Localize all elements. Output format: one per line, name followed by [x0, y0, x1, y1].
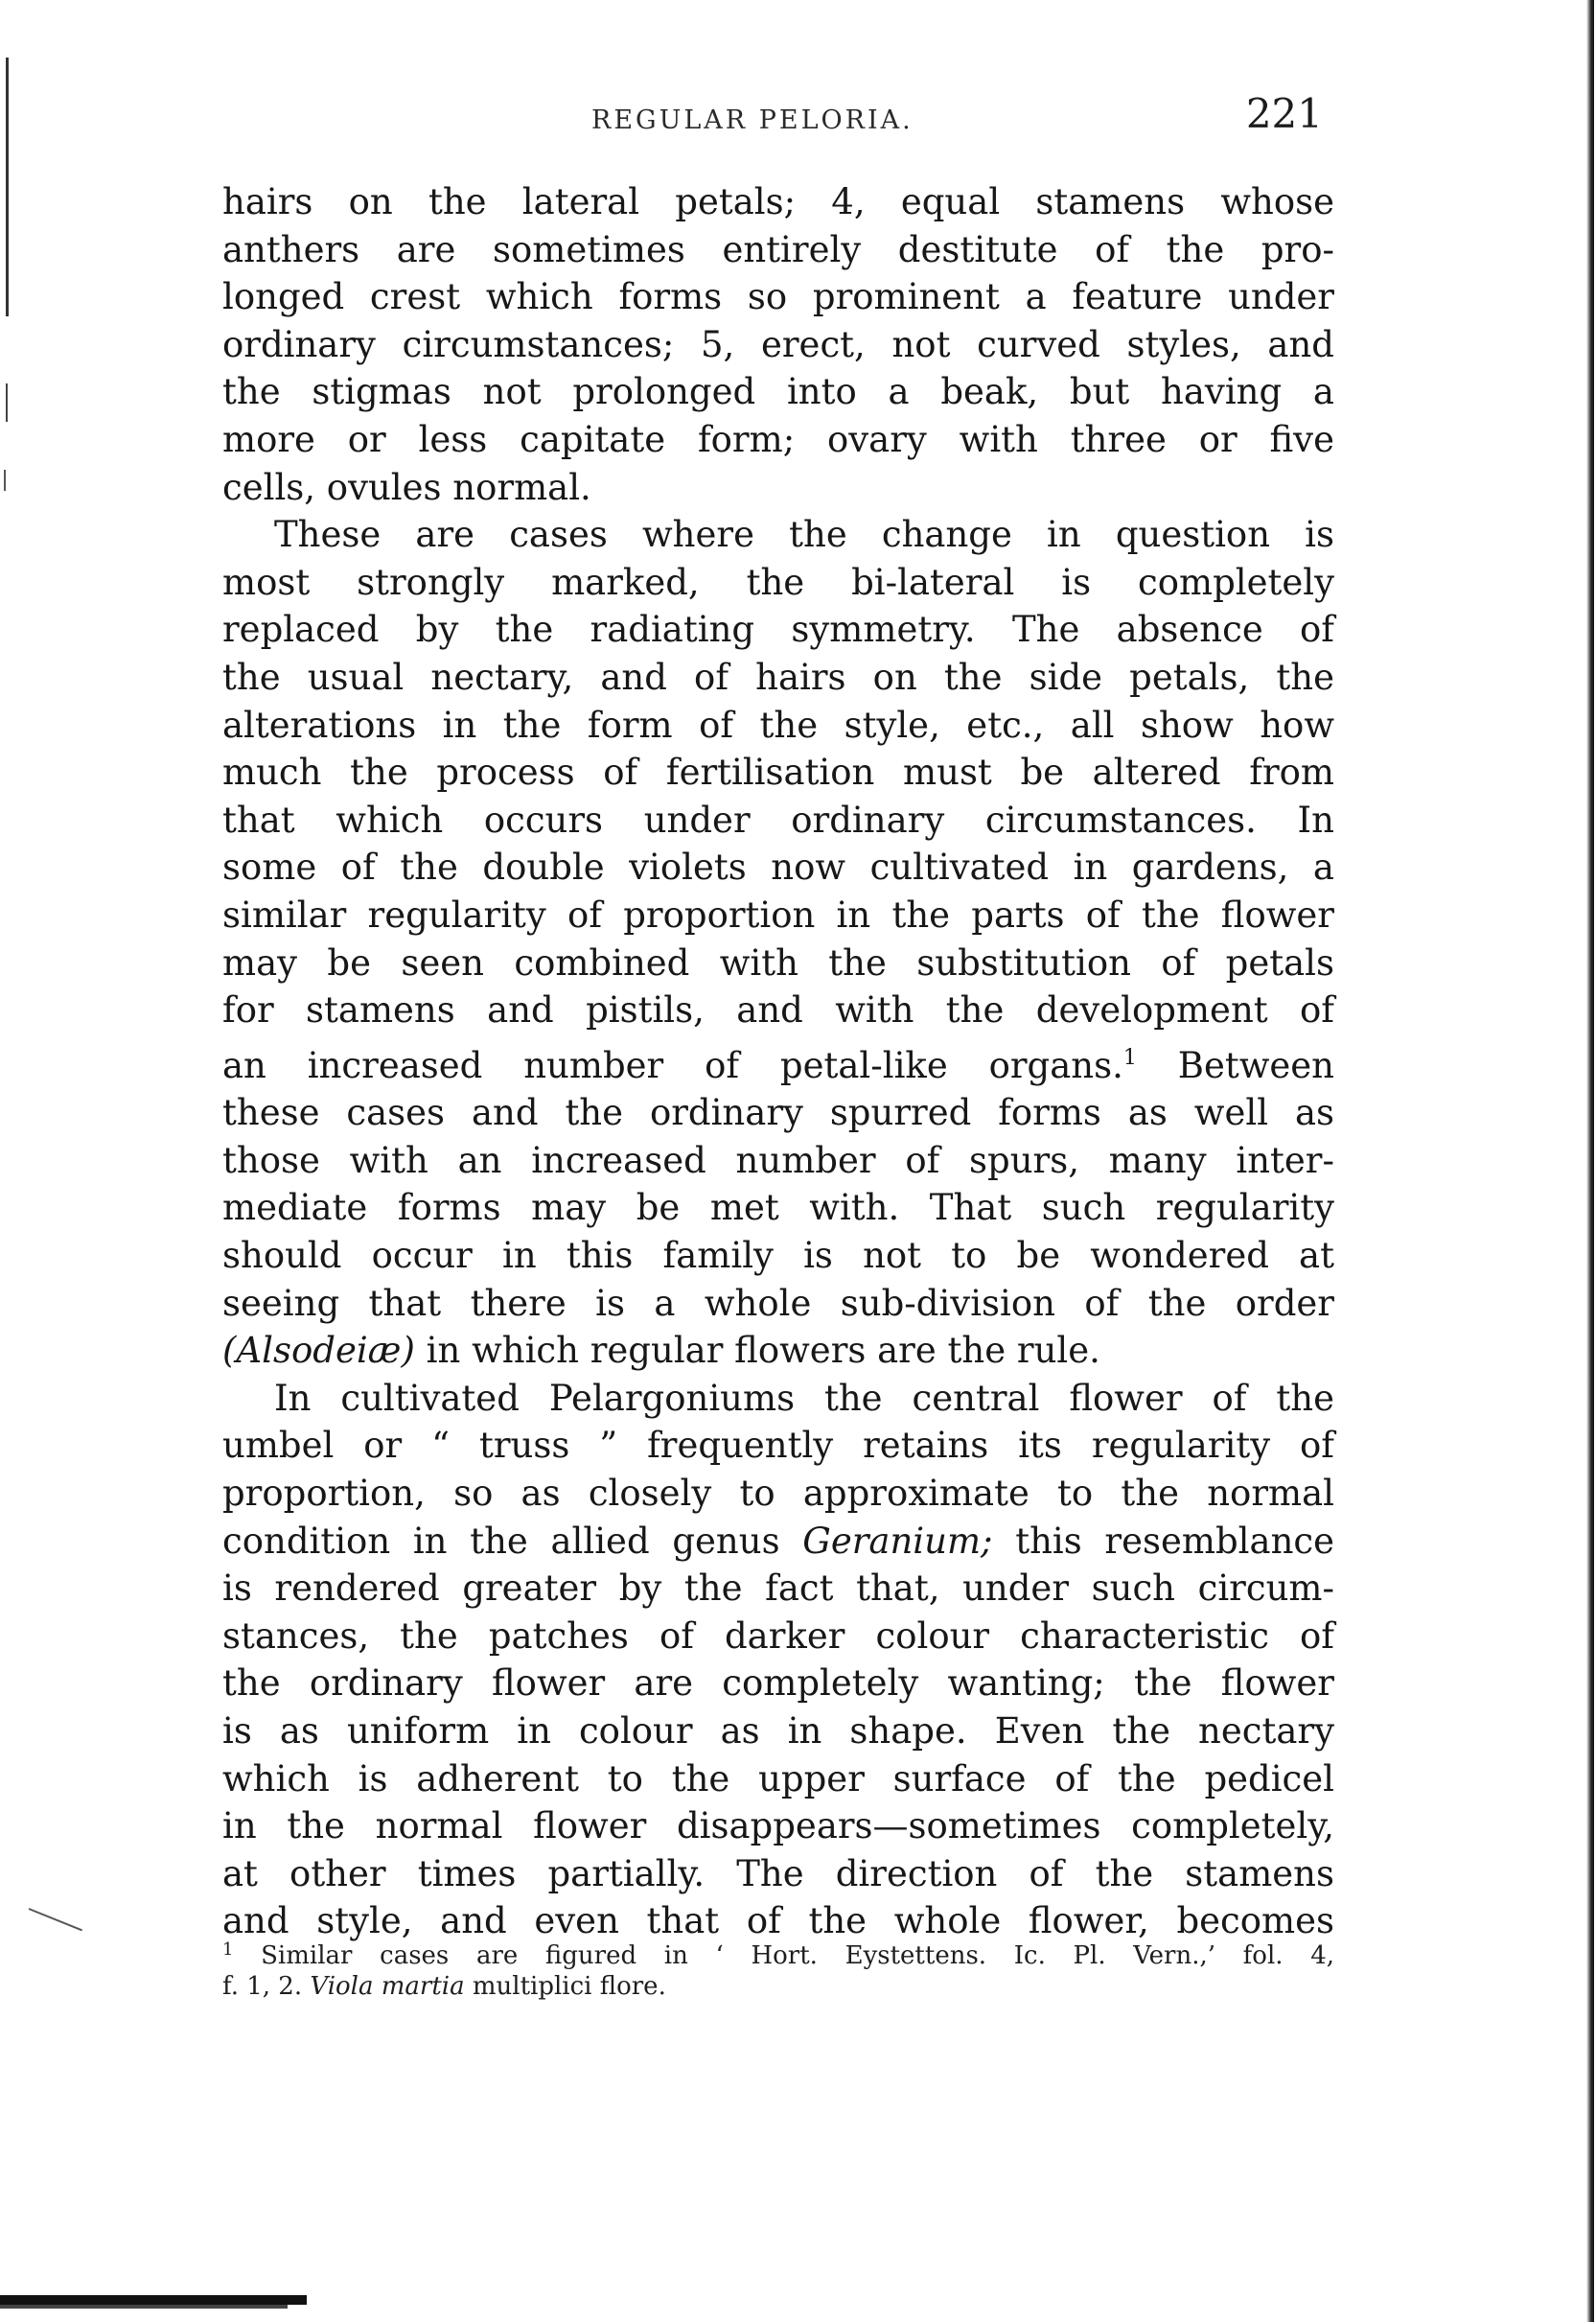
scan-bottom-edge	[0, 2305, 288, 2309]
text-line: hairs on the lateral petals; 4, equal stamens whose	[222, 181, 1334, 222]
text-line: is rendered greater by the fact that, under such circum-	[222, 1567, 1334, 1610]
italic-term: Viola martia	[310, 1972, 465, 2001]
text-line: cells, ovules normal.	[222, 466, 591, 508]
footnote-mark: 1	[222, 1939, 234, 1960]
text-line	[222, 1327, 1334, 1375]
scan-margin-mark	[6, 58, 9, 316]
text-line: similar regularity of proportion in the parts of the flower	[222, 894, 1334, 936]
text-line: in the normal flower disappears—sometimes completely,	[222, 1805, 1334, 1847]
running-head: REGULAR PELORIA.	[591, 105, 914, 135]
text-line: mediate forms may be met with. That such regularity	[222, 1187, 1334, 1229]
text-line: some of the double violets now cultivated in gardens, a	[222, 847, 1334, 889]
text-line: that which occurs under ordinary circumstances. In	[222, 799, 1334, 841]
text-line: the stigmas not prolonged into a beak, but having a	[222, 371, 1334, 413]
text-fragment: multiplici flore.	[472, 1972, 666, 2001]
text-line: those with an increased number of spurs, many inter-	[222, 1139, 1334, 1181]
text-line	[222, 1034, 1334, 1090]
text-line: seeing that there is a whole sub-division of the order	[222, 1282, 1334, 1324]
text-line: and style, and even that of the whole flower, becomes	[222, 1900, 1334, 1942]
text-fragment: Similar cases are figured in ‘ Hort. Eystettens. Ic. Pl. Vern.,’ fol. 4,	[261, 1941, 1334, 1970]
text-line: more or less capitate form; ovary with three or five	[222, 418, 1334, 460]
text-line: is as uniform in colour as in shape. Even the nectary	[222, 1710, 1334, 1752]
text-fragment: this resemblance	[1015, 1520, 1335, 1562]
text-line: These are cases where the change in question is	[274, 514, 1334, 556]
text-fragment: f. 1, 2.	[222, 1972, 303, 2001]
paragraph	[222, 1375, 1334, 1945]
scan-margin-mark	[29, 1908, 82, 1931]
page-number: 221	[1245, 90, 1323, 137]
italic-term: Geranium;	[802, 1520, 993, 1562]
footnote-reference: 1	[1122, 1045, 1137, 1070]
text-line: umbel or “ truss ” frequently retains its regularity of	[222, 1425, 1334, 1467]
text-line: In cultivated Pelargoniums the central flower of the	[274, 1377, 1334, 1419]
text-line: the usual nectary, and of hairs on the side petals, the	[222, 656, 1334, 698]
text-line: proportion, so as closely to approximate to the normal	[222, 1473, 1334, 1515]
scan-page-edge	[1586, 0, 1594, 2322]
text-line: which is adherent to the upper surface of the pedicel	[222, 1757, 1334, 1800]
text-fragment: in which regular flowers are the rule.	[426, 1330, 1100, 1372]
text-line: at other times partially. The direction of the stamens	[222, 1852, 1334, 1894]
text-line: anthers are sometimes entirely destitute of the pro-	[222, 228, 1334, 270]
italic-term: (Alsodeiæ)	[222, 1330, 415, 1372]
text-fragment: condition in the allied genus	[222, 1520, 780, 1562]
body-text	[222, 178, 1334, 1945]
text-line: most strongly marked, the bi-lateral is completely	[222, 561, 1334, 603]
text-line: much the process of fertilisation must be altered from	[222, 752, 1334, 794]
paragraph	[222, 511, 1334, 1375]
footnote-line	[222, 1935, 1334, 1971]
text-line: alterations in the form of the style, etc., all show how	[222, 704, 1334, 746]
text-fragment: Between	[1136, 1044, 1334, 1086]
text-line	[222, 1518, 1334, 1566]
scan-margin-mark	[4, 470, 6, 491]
text-line: may be seen combined with the substitution of petals	[222, 941, 1334, 984]
text-line: for stamens and pistils, and with the development of	[222, 989, 1334, 1032]
text-line: replaced by the radiating symmetry. The absence of	[222, 609, 1334, 651]
paragraph	[222, 178, 1334, 511]
page-header	[222, 90, 1330, 148]
text-line: should occur in this family is not to be wondered at	[222, 1235, 1334, 1277]
footnote-line	[222, 1971, 1334, 2002]
text-line: ordinary circumstances; 5, erect, not curved styles, and	[222, 323, 1334, 365]
footnote	[222, 1935, 1334, 2002]
text-line: longed crest which forms so prominent a feature under	[222, 276, 1334, 318]
text-fragment: an increased number of petal-like organs.	[222, 1044, 1123, 1086]
text-line: these cases and the ordinary spurred forms as well as	[222, 1092, 1334, 1134]
scan-bottom-edge	[0, 2295, 307, 2305]
text-line: the ordinary flower are completely wanting; the flower	[222, 1662, 1334, 1705]
text-line: stances, the patches of darker colour characteristic of	[222, 1614, 1334, 1657]
scan-margin-mark	[6, 383, 8, 422]
